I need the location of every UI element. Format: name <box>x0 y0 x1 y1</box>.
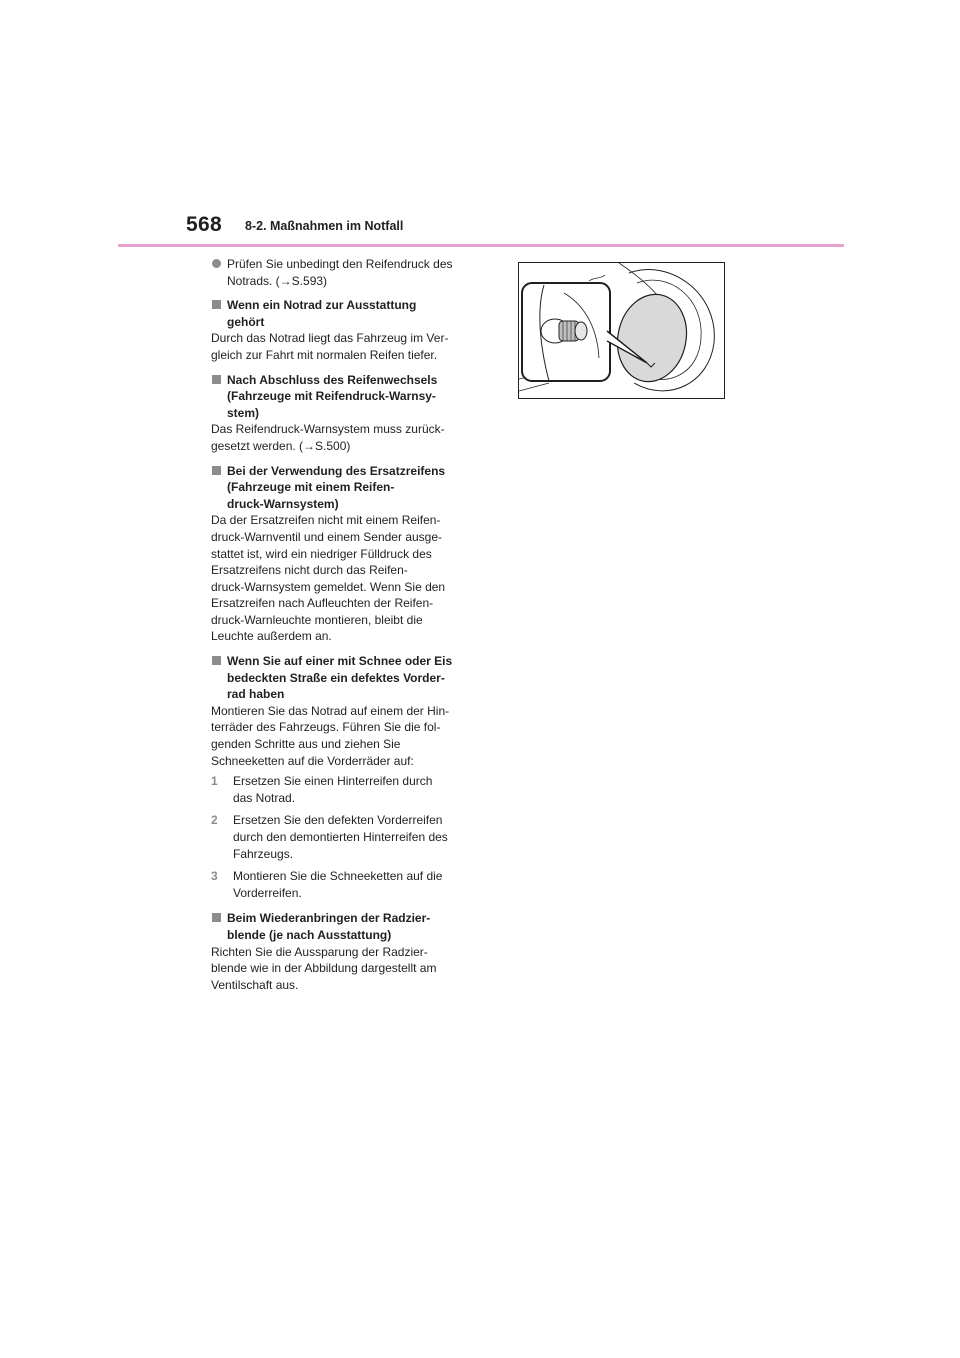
text-line: gleich zur Fahrt mit normalen Reifen tiefer. <box>211 347 438 362</box>
step-number: 2 <box>211 813 218 828</box>
heading-line: druck-Warnsystem) <box>227 496 339 511</box>
heading-line: (Fahrzeuge mit Reifendruck-Warnsy- <box>227 389 436 404</box>
heading-line: rad haben <box>227 687 285 702</box>
square-bullet-icon <box>212 375 221 384</box>
heading-line: bedeckten Straße ein defektes Vorder- <box>227 670 445 685</box>
square-bullet-icon <box>212 300 221 309</box>
text-line: druck-Warnsystem gemeldet. Wenn Sie den <box>211 579 446 594</box>
section-body <box>211 330 473 363</box>
section-spare-tire <box>211 297 473 363</box>
text-line: Montieren Sie das Notrad auf einem der Hin- <box>211 703 450 718</box>
section-heading <box>211 372 473 422</box>
section-heading <box>211 910 473 943</box>
wheel-cap-figure <box>518 262 725 399</box>
step-3 <box>211 868 473 901</box>
square-bullet-icon <box>212 913 221 922</box>
heading-line: (Fahrzeuge mit einem Reifen- <box>227 480 395 495</box>
text-line: Schneeketten auf die Vorderräder auf: <box>211 753 414 768</box>
text-line: Prüfen Sie unbedingt den Reifendruck des <box>227 257 453 271</box>
bullet-dot-icon <box>212 259 221 268</box>
text-line: durch den demontierten Hinterreifen des <box>233 830 448 844</box>
text-line: Fahrzeugs. <box>233 846 294 861</box>
step-number: 1 <box>211 774 218 789</box>
section-heading <box>211 653 473 703</box>
section-body <box>211 512 473 645</box>
section-wheel-cap <box>211 910 473 993</box>
wheel-cap-valve-illustration-icon <box>519 263 724 398</box>
header-divider <box>118 244 844 247</box>
text-line: Ventilschaft aus. <box>211 977 299 992</box>
bullet-note <box>211 256 473 289</box>
text-line: Das Reifendruck-Warnsystem muss zurück- <box>211 422 445 437</box>
square-bullet-icon <box>212 656 221 665</box>
section-body <box>211 703 473 769</box>
text-line: druck-Warnventil und einem Sender ausge- <box>211 529 443 544</box>
text-line: Ersetzen Sie einen Hinterreifen durch <box>233 774 433 789</box>
section-snow-ice <box>211 653 473 901</box>
text-line: das Notrad. <box>233 790 296 805</box>
heading-line: Wenn Sie auf einer mit Schnee oder Eis <box>227 654 453 669</box>
text-line: blende wie in der Abbildung dargestellt am <box>211 961 437 976</box>
text-line: Da der Ersatzreifen nicht mit einem Reifen- <box>211 513 441 528</box>
step-1 <box>211 773 473 806</box>
text-line: Richten Sie die Aussparung der Radzier- <box>211 944 428 959</box>
section-title: 8-2. Maßnahmen im Notfall <box>245 219 404 233</box>
step-2 <box>211 812 473 862</box>
text-line: Durch das Notrad liegt das Fahrzeug im Ver- <box>211 331 449 346</box>
heading-line: blende (je nach Ausstattung) <box>227 927 392 942</box>
heading-line: Nach Abschluss des Reifenwechsels <box>227 372 438 387</box>
section-heading <box>211 463 473 513</box>
square-bullet-icon <box>212 466 221 475</box>
text-line: Montieren Sie die Schneeketten auf die <box>233 869 443 884</box>
text-line: genden Schritte aus und ziehen Sie <box>211 737 401 752</box>
section-body <box>211 944 473 994</box>
section-heading <box>211 297 473 330</box>
text-line: Leuchte außerdem an. <box>211 629 332 644</box>
main-text-column <box>211 256 473 1001</box>
heading-line: Beim Wiederanbringen der Radzier- <box>227 911 431 926</box>
text-line: Ersatzreifen nach Aufleuchten der Reifen- <box>211 596 434 611</box>
section-after-tire-change <box>211 372 473 455</box>
text-line: terräder des Fahrzeugs. Führen Sie die fol- <box>211 720 441 735</box>
page-number: 568 <box>186 213 222 236</box>
text-line: stattet ist, wird ein niedriger Fülldruck des <box>211 546 432 561</box>
section-spare-tire-warning-system <box>211 463 473 646</box>
text-line: druck-Warnleuchte montieren, bleibt die <box>211 612 423 627</box>
section-body <box>211 421 473 454</box>
text-line: gesetzt werden. (→S.500) <box>211 438 351 453</box>
heading-line: Bei der Verwendung des Ersatzreifens <box>227 463 446 478</box>
text-line: Vorderreifen. <box>233 885 302 900</box>
text-line: Ersetzen Sie den defekten Vorderreifen <box>233 813 443 828</box>
heading-line: Wenn ein Notrad zur Ausstattung <box>227 298 417 313</box>
heading-line: stem) <box>227 405 260 420</box>
heading-line: gehört <box>227 314 265 329</box>
step-number: 3 <box>211 869 218 884</box>
text-line: Ersatzreifens nicht durch das Reifen- <box>211 563 408 578</box>
text-line: Notrads. (→S.593) <box>227 273 328 288</box>
